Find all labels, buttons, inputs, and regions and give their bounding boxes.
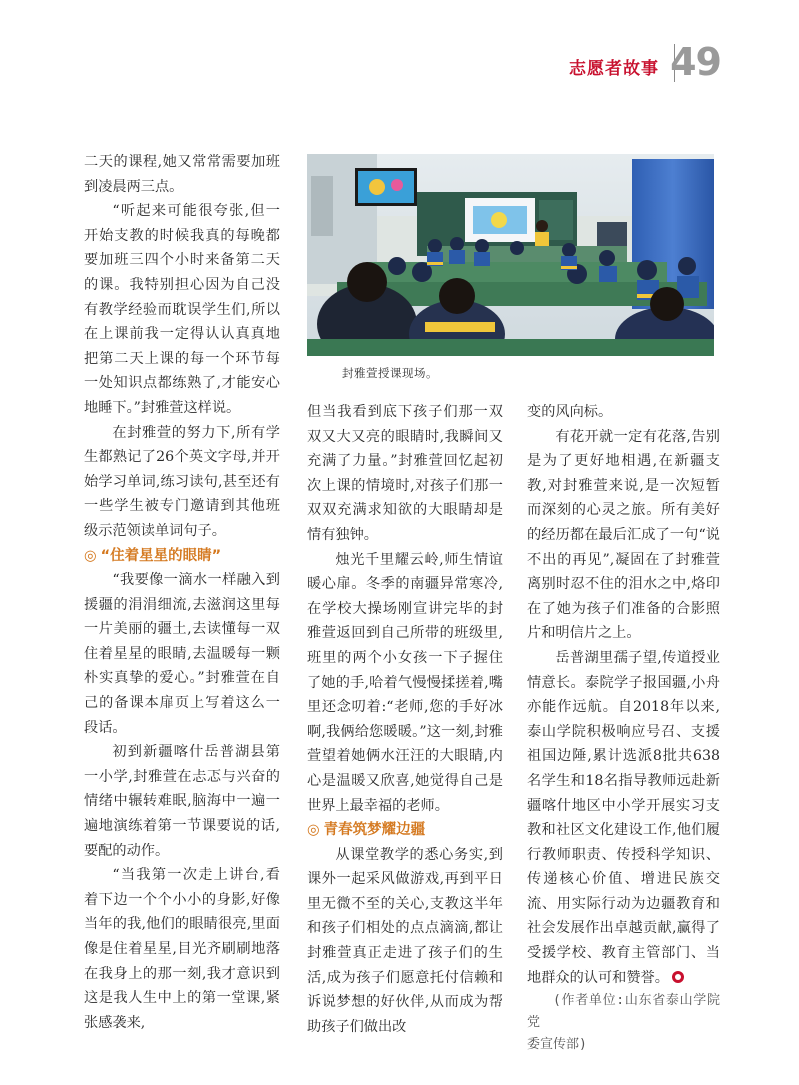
paragraph: 烛光千里耀云岭,师生情谊暖心扉。冬季的南疆异常寒冷,在学校大操场刚宣讲完毕的封雅萱返回到自己所带的班级里,班里的两个小女孩一下子握住了她的手,哈着气慢慢揉搓着,嘴里还念叨着:“老师,您的手好冰啊,我俩给您暖暖。”这一刻,封雅萱望着她俩水汪汪的大眼睛,内心是温暖又欣喜,她觉得自己是世界上最幸福的老师。 — [307, 551, 503, 814]
article-end-icon — [672, 971, 684, 983]
paragraph: 在封雅萱的努力下,所有学生都熟记了26个英文字母,并开始学习单词,练习读句,甚至还有一些学生被专门邀请到其他班级示范领读单词句子。 — [84, 424, 280, 539]
section-heading-text: “住着星星的眼睛” — [100, 547, 222, 564]
paragraph: 但当我看到底下孩子们那一双双又大又亮的眼睛时,我瞬间又充满了力量。”封雅萱回忆起初次上课的情境时,对孩子们那一双双充满求知欲的大眼睛却是情有独钟。 — [307, 404, 503, 543]
section-name: 志愿者故事 — [569, 59, 659, 79]
article-column-3 — [527, 400, 720, 1056]
paragraph: “我要像一滴水一样融入到援疆的涓涓细流,去滋润这里每一片美丽的疆土,去读懂每一双住着星星的眼睛,去温暖每一颗朴实真挚的爱心。”封雅萱在自己的备课本扉页上写着这么一段话。 — [84, 572, 280, 736]
article-column-1 — [84, 150, 280, 1035]
page-number: 49 — [670, 40, 721, 84]
paragraph — [527, 646, 720, 990]
classroom-photo-illustration — [307, 154, 714, 356]
paragraph: 从课堂教学的悉心务实,到课外一起采风做游戏,再到平日里无微不至的关心,支教这半年和孩子们相处的点点滴滴,都让封雅萱真正走进了孩子们的生活,成为孩子们愿意托付信赖和诉说梦想的好伙伴,从而成为帮助孩子们做出改 — [307, 846, 503, 1035]
page-header — [0, 30, 799, 84]
paragraph: 初到新疆喀什岳普湖县第一小学,封雅萱在忐忑与兴奋的情绪中辗转难眠,脑海中一遍一遍地演练着第一节课要说的话,要配的动作。 — [84, 744, 280, 859]
author-affiliation-cont: 委宣传部) — [527, 1037, 587, 1053]
section-heading-text: 青春筑梦耀边疆 — [323, 822, 426, 839]
section-heading — [84, 544, 280, 569]
paragraph: “当我第一次走上讲台,看着下边一个个小小的身影,好像当年的我,他们的眼睛很亮,里面像是住着星星,目光齐刷刷地落在我身上的那一刻,我才意识到这是我人生中上的第一堂课,紧张感袭来, — [84, 867, 280, 1031]
paragraph-text: 岳普湖里孺子望,传道授业情意长。泰院学子报国疆,小舟亦能作远航。自2018年以来,泰山学院积极响应号召、支援祖国边陲,累计选派8批共638名学生和18名指导教师远赴新疆喀什地区中小学开展实习支教和社区文化建设工作,他们履行教师职责、传授科学知识、传递核心价值、增进民族交流、用实际行动为边疆教育和社会发展作出卓越贡献,赢得了受援学校、教育主管部门、当地群众的认可和赞誉。 — [527, 649, 720, 986]
paragraph: 二天的课程,她又常常需要加班到凌晨两三点。 — [84, 154, 280, 195]
paragraph: 有花开就一定有花落,告别是为了更好地相遇,在新疆支教,对封雅萱来说,是一次短暂而深刻的心灵之旅。所有美好的经历都在最后汇成了一句“说不出的再见”,凝固在了封雅萱离别时忍不住的泪水之中,烙印在了她为孩子们准备的合影照片和明信片之上。 — [527, 428, 720, 642]
article-column-2 — [307, 400, 503, 1039]
author-affiliation: (作者单位:山东省泰山学院党 — [527, 993, 720, 1031]
classroom-photo — [307, 154, 714, 356]
ring-bullet-icon: ◎ — [307, 822, 320, 839]
photo-caption: 封雅萱授课现场。 — [342, 366, 438, 380]
section-heading — [307, 818, 503, 843]
ring-bullet-icon: ◎ — [84, 547, 97, 564]
paragraph: “听起来可能很夸张,但一开始支教的时候我真的每晚都要加班三四个小时来备第二天的课。我特别担心因为自己没有教学经验而耽误学生们,所以在上课前我一定得认认真真地把第二天上课的每一个环节每一处知识点都练熟了,才能安心地睡下。”封雅萱这样说。 — [84, 203, 280, 416]
paragraph: 变的风向标。 — [527, 404, 613, 420]
